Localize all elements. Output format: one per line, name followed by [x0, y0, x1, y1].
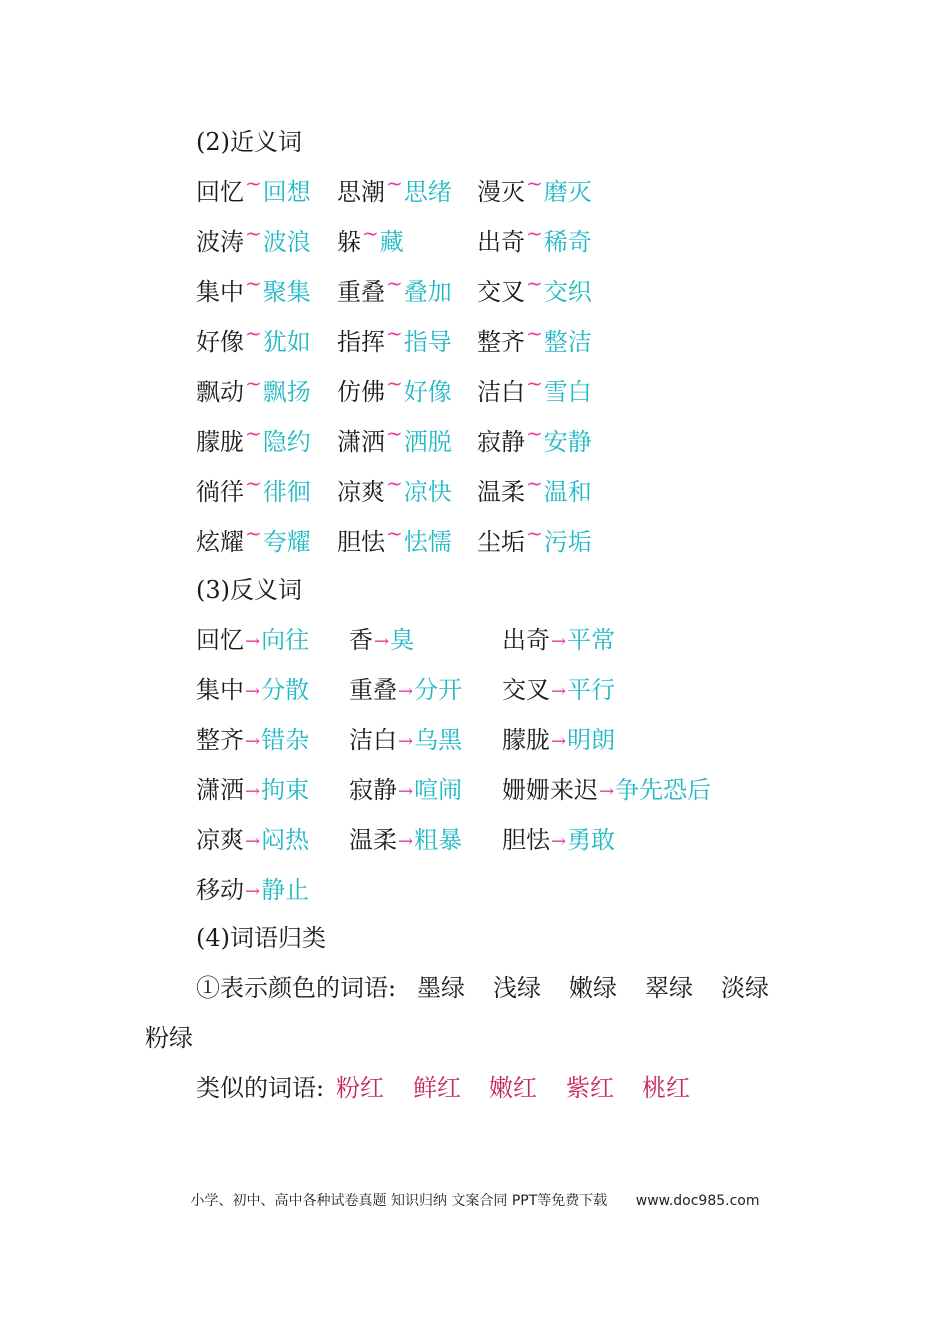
antonyms-pair [196, 720, 309, 763]
arrow-right-icon: → [245, 631, 261, 652]
antonyms-pair [502, 820, 615, 863]
tilde-icon: ~ [386, 271, 403, 295]
arrow-right-icon: → [398, 681, 414, 702]
antonyms-pair [502, 670, 615, 713]
synonyms-pair [337, 222, 404, 263]
word: 出奇 [502, 626, 550, 654]
synonym-answer: 叠加 [403, 278, 452, 306]
synonym-answer: 思绪 [403, 178, 452, 206]
arrow-right-icon: → [398, 831, 414, 852]
tilde-icon: ~ [245, 471, 262, 495]
word: 出奇 [477, 228, 525, 256]
tilde-icon: ~ [526, 171, 543, 195]
word: 整齐 [477, 328, 525, 356]
color-word: 翠绿 [645, 974, 693, 1002]
synonym-answer: 交织 [543, 278, 592, 306]
word: 漫灭 [477, 178, 525, 206]
word: 集中 [196, 278, 244, 306]
antonym-answer: 明朗 [567, 726, 616, 754]
word: 回忆 [196, 178, 244, 206]
synonym-answer: 磨灭 [543, 178, 592, 206]
similar-word: 粉红 [336, 1074, 384, 1102]
tilde-icon: ~ [245, 421, 262, 445]
synonym-answer: 夸耀 [262, 528, 311, 556]
arrow-right-icon: → [398, 731, 414, 752]
synonyms-pair [477, 322, 592, 363]
synonyms-pair [337, 472, 452, 513]
antonyms-pair [349, 820, 462, 863]
word: 寂静 [477, 428, 525, 456]
antonym-answer: 勇敢 [567, 826, 616, 854]
arrow-right-icon: → [551, 831, 567, 852]
similar-words-label: 类似的词语: [196, 1074, 325, 1102]
synonyms-pair [196, 272, 311, 313]
color-words-label: ①表示颜色的词语: [196, 974, 397, 1002]
antonym-answer: 分散 [261, 676, 310, 704]
word: 仿佛 [337, 378, 385, 406]
tilde-icon: ~ [526, 321, 543, 345]
tilde-icon: ~ [386, 471, 403, 495]
antonyms-pair [349, 670, 462, 713]
word: 尘垢 [477, 528, 525, 556]
antonym-answer: 错杂 [261, 726, 310, 754]
tilde-icon: ~ [362, 221, 379, 245]
arrow-right-icon: → [551, 681, 567, 702]
similar-word: 鲜红 [413, 1074, 461, 1102]
antonym-answer: 分开 [414, 676, 463, 704]
synonyms-pair [477, 522, 592, 563]
synonyms-pair [337, 272, 452, 313]
arrow-right-icon: → [245, 881, 261, 902]
color-words-wrap: 粉绿 [145, 1024, 193, 1052]
antonyms-pair [196, 820, 309, 863]
word: 躲 [337, 228, 361, 256]
synonyms-pair [196, 472, 311, 513]
synonyms-pair [337, 422, 452, 463]
antonyms-pair [196, 870, 309, 913]
arrow-right-icon: → [245, 731, 261, 752]
synonyms-pair [477, 372, 592, 413]
word: 姗姗来迟 [502, 776, 598, 804]
tilde-icon: ~ [526, 271, 543, 295]
similar-words-line [196, 1068, 690, 1108]
antonyms-heading: (3)反义词 [196, 576, 302, 604]
tilde-icon: ~ [245, 171, 262, 195]
word: 思潮 [337, 178, 385, 206]
synonym-answer: 指导 [403, 328, 452, 356]
synonym-answer: 洒脱 [403, 428, 452, 456]
word: 飘动 [196, 378, 244, 406]
antonyms-pair [196, 620, 309, 663]
similar-word: 嫩红 [489, 1074, 537, 1102]
synonyms-pair [196, 322, 311, 363]
footer-text: 小学、初中、高中各种试卷真题 知识归纳 文案合同 PPT等免费下载 [190, 1193, 608, 1209]
word: 寂静 [349, 776, 397, 804]
synonyms-pair [337, 522, 452, 563]
classification-heading: (4)词语归类 [196, 924, 326, 952]
antonym-answer: 平行 [567, 676, 616, 704]
word: 温柔 [477, 478, 525, 506]
tilde-icon: ~ [386, 171, 403, 195]
tilde-icon: ~ [245, 221, 262, 245]
arrow-right-icon: → [245, 831, 261, 852]
synonym-answer: 安静 [543, 428, 592, 456]
arrow-right-icon: → [245, 781, 261, 802]
synonym-answer: 怯懦 [403, 528, 452, 556]
synonym-answer: 稀奇 [543, 228, 592, 256]
word: 朦胧 [196, 428, 244, 456]
antonym-answer: 平常 [567, 626, 616, 654]
arrow-right-icon: → [374, 631, 390, 652]
synonyms-pair [477, 472, 592, 513]
tilde-icon: ~ [386, 521, 403, 545]
antonyms-pair [196, 670, 309, 713]
synonym-answer: 凉快 [403, 478, 452, 506]
synonym-answer: 隐约 [262, 428, 311, 456]
arrow-right-icon: → [398, 781, 414, 802]
word: 整齐 [196, 726, 244, 754]
word: 朦胧 [502, 726, 550, 754]
word: 温柔 [349, 826, 397, 854]
tilde-icon: ~ [245, 271, 262, 295]
antonym-answer: 静止 [261, 876, 310, 904]
synonym-answer: 整洁 [543, 328, 592, 356]
synonyms-pair [196, 172, 311, 213]
footer [0, 1190, 950, 1210]
word: 重叠 [349, 676, 397, 704]
word: 凉爽 [196, 826, 244, 854]
tilde-icon: ~ [386, 371, 403, 395]
antonyms-pair [349, 720, 462, 763]
arrow-right-icon: → [245, 681, 261, 702]
synonyms-pair [196, 522, 311, 563]
word: 凉爽 [337, 478, 385, 506]
synonyms-heading: (2)近义词 [196, 128, 302, 156]
color-word: 墨绿 [417, 974, 465, 1002]
synonym-answer: 飘扬 [262, 378, 311, 406]
word: 洁白 [477, 378, 525, 406]
antonyms-pair [349, 620, 414, 663]
word: 移动 [196, 876, 244, 904]
antonym-answer: 拘束 [261, 776, 310, 804]
arrow-right-icon: → [599, 781, 615, 802]
synonyms-pair [477, 272, 592, 313]
word: 好像 [196, 328, 244, 356]
synonym-answer: 温和 [543, 478, 592, 506]
synonyms-pair [337, 372, 452, 413]
antonyms-pair [349, 770, 462, 813]
synonym-answer: 波浪 [262, 228, 311, 256]
antonyms-pair [196, 770, 309, 813]
synonym-answer: 聚集 [262, 278, 311, 306]
word: 胆怯 [337, 528, 385, 556]
antonym-answer: 喧闹 [414, 776, 463, 804]
tilde-icon: ~ [526, 221, 543, 245]
tilde-icon: ~ [526, 421, 543, 445]
tilde-icon: ~ [526, 371, 543, 395]
color-word: 嫩绿 [569, 974, 617, 1002]
word: 潇洒 [337, 428, 385, 456]
tilde-icon: ~ [526, 471, 543, 495]
synonym-answer: 雪白 [543, 378, 592, 406]
synonyms-pair [477, 422, 592, 463]
similar-word: 桃红 [642, 1074, 690, 1102]
footer-url[interactable]: www.doc985.com [635, 1193, 760, 1209]
word: 交叉 [502, 676, 550, 704]
synonyms-pair [337, 172, 452, 213]
synonym-answer: 徘徊 [262, 478, 311, 506]
synonym-answer: 回想 [262, 178, 311, 206]
synonyms-pair [196, 372, 311, 413]
word: 炫耀 [196, 528, 244, 556]
arrow-right-icon: → [551, 631, 567, 652]
tilde-icon: ~ [526, 521, 543, 545]
color-words-line [196, 968, 769, 1008]
arrow-right-icon: → [551, 731, 567, 752]
antonym-answer: 臭 [390, 626, 415, 654]
tilde-icon: ~ [245, 321, 262, 345]
word: 潇洒 [196, 776, 244, 804]
word: 回忆 [196, 626, 244, 654]
antonyms-pair [502, 770, 711, 813]
synonyms-pair [337, 322, 452, 363]
antonyms-pair [502, 720, 615, 763]
antonyms-pair [502, 620, 615, 663]
tilde-icon: ~ [245, 521, 262, 545]
word: 波涛 [196, 228, 244, 256]
tilde-icon: ~ [386, 421, 403, 445]
word: 重叠 [337, 278, 385, 306]
antonym-answer: 闷热 [261, 826, 310, 854]
color-word: 淡绿 [721, 974, 769, 1002]
word: 交叉 [477, 278, 525, 306]
synonyms-pair [196, 222, 311, 263]
word: 胆怯 [502, 826, 550, 854]
color-word: 浅绿 [493, 974, 541, 1002]
antonym-answer: 向往 [261, 626, 310, 654]
antonym-answer: 乌黑 [414, 726, 463, 754]
tilde-icon: ~ [245, 371, 262, 395]
word: 指挥 [337, 328, 385, 356]
synonym-answer: 好像 [403, 378, 452, 406]
tilde-icon: ~ [386, 321, 403, 345]
antonym-answer: 粗暴 [414, 826, 463, 854]
similar-word: 紫红 [566, 1074, 614, 1102]
word: 洁白 [349, 726, 397, 754]
synonym-answer: 犹如 [262, 328, 311, 356]
word: 徜徉 [196, 478, 244, 506]
word: 香 [349, 626, 373, 654]
synonyms-pair [477, 172, 592, 213]
synonym-answer: 藏 [379, 228, 404, 256]
synonym-answer: 污垢 [543, 528, 592, 556]
synonyms-pair [196, 422, 311, 463]
word: 集中 [196, 676, 244, 704]
synonyms-pair [477, 222, 592, 263]
antonym-answer: 争先恐后 [615, 776, 712, 804]
